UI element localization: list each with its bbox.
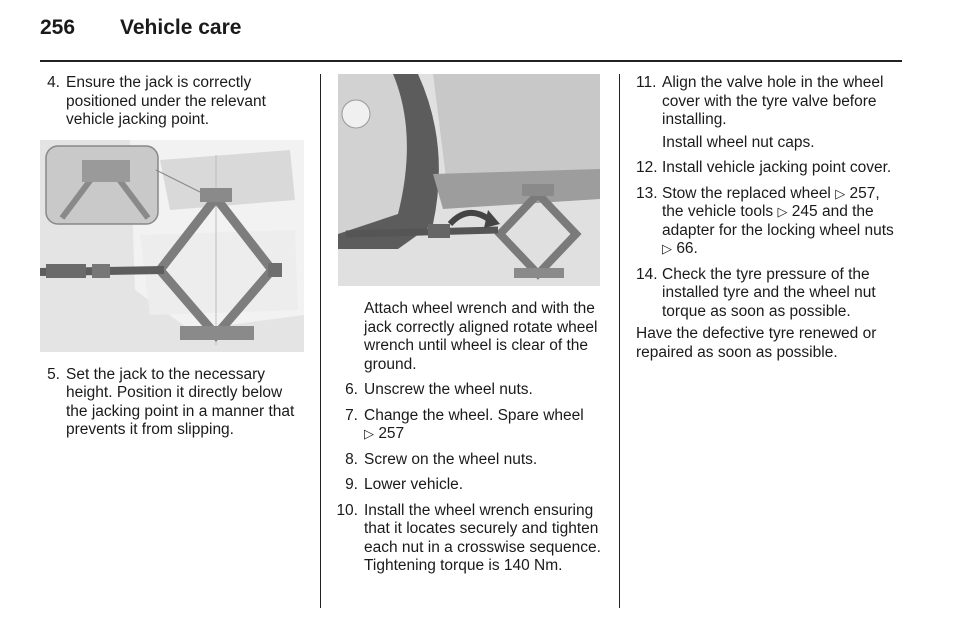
step-number: 10. — [336, 501, 358, 519]
step-text: Check the tyre pressure of the installed tyre and the wheel nut torque as soon as possible. — [662, 265, 876, 320]
step-number: 14. — [636, 265, 658, 283]
step-13 — [636, 185, 906, 259]
step-13-text-b: the vehicle tools — [662, 203, 774, 220]
step-number: 6. — [345, 381, 358, 398]
column-2 — [338, 74, 604, 583]
step-9 — [338, 476, 604, 495]
step-5 — [40, 366, 304, 440]
page-title: Vehicle care — [120, 16, 242, 39]
page-reference[interactable]: 245 and the — [791, 203, 874, 220]
step-7 — [338, 407, 604, 444]
page-header — [40, 16, 241, 50]
page-reference-icon: ▷ — [364, 426, 374, 441]
page-reference[interactable]: 66. — [676, 240, 698, 257]
step-text: Align the valve hole in the wheel cover with the tyre valve before installing. — [662, 74, 884, 128]
page-reference-icon: ▷ — [662, 241, 672, 256]
step-text — [662, 185, 906, 259]
step-13-text-a: Stow the replaced wheel — [662, 184, 831, 202]
column-divider-1 — [320, 74, 321, 608]
step-6 — [338, 381, 604, 400]
step-number: 13. — [636, 184, 658, 202]
step-text: Install vehicle jacking point cover. — [662, 159, 892, 176]
step-14 — [636, 266, 906, 322]
column-3 — [636, 74, 906, 369]
step-text: Set the jack to the necessary height. Position it directly below the jacking point in a manner that prevents it from slipping. — [66, 365, 295, 438]
step-number: 12. — [636, 159, 658, 176]
header-rule — [40, 60, 902, 62]
step-11-note: Install wheel nut caps. — [662, 133, 815, 151]
step-number: 8. — [345, 450, 358, 468]
column-divider-2 — [619, 74, 620, 608]
page-reference-icon: ▷ — [835, 185, 846, 201]
page-reference[interactable]: 257, — [849, 184, 880, 202]
step-number: 11. — [636, 74, 657, 91]
page-reference-icon: ▷ — [777, 204, 788, 219]
step-4 — [40, 74, 304, 130]
step-7-text: Change the wheel. Spare wheel — [364, 406, 584, 424]
step-text — [364, 407, 604, 444]
step-text: Lower vehicle. — [364, 476, 464, 493]
page-reference[interactable]: 257 — [378, 425, 405, 442]
column-1 — [40, 74, 304, 447]
step-13-text-c: adapter for the locking wheel nuts — [662, 221, 894, 239]
step-number: 4. — [47, 74, 60, 91]
step-12 — [636, 159, 906, 178]
step-number: 7. — [345, 406, 358, 424]
step-number: 5. — [47, 365, 60, 383]
step-11 — [636, 74, 906, 130]
closing-note: Have the defective tyre renewed or repaired as soon as possible. — [636, 325, 877, 361]
jack-positioning-illustration — [40, 140, 304, 352]
step-text: Ensure the jack is correctly positioned under the relevant vehicle jacking point. — [66, 74, 266, 128]
step-text: Install the wheel wrench ensuring that it locates securely and tighten each nut in a crosswise sequence. Tightening torque is 140 Nm. — [364, 501, 601, 574]
step-number: 9. — [345, 476, 358, 493]
wrench-instruction: Attach wheel wrench and with the jack correctly aligned rotate wheel wrench until wheel is clear of the ground. — [364, 300, 598, 373]
step-text: Screw on the wheel nuts. — [364, 450, 538, 468]
page-number: 256 — [40, 16, 76, 39]
step-10 — [326, 502, 604, 576]
step-8 — [338, 451, 604, 470]
step-text: Unscrew the wheel nuts. — [364, 381, 533, 398]
wheel-lifting-illustration — [338, 74, 600, 286]
